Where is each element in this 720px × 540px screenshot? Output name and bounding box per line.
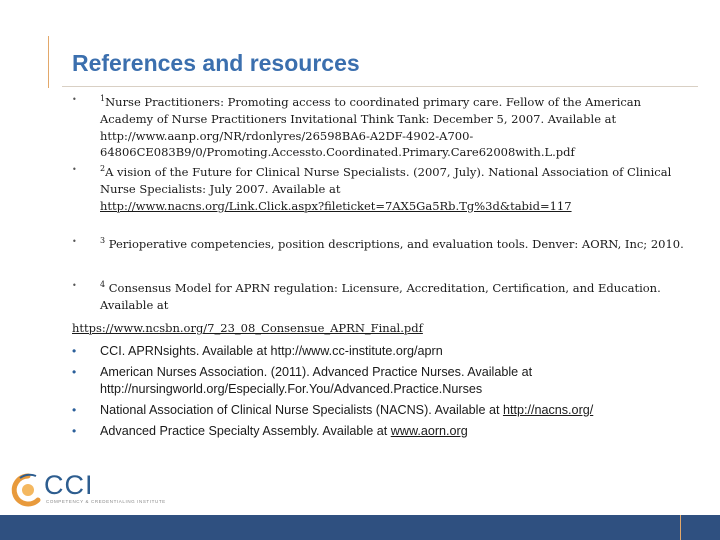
reference-link[interactable]: https://www.ncsbn.org/7_23_08_Consensue_APRN_Final.pdf — [72, 321, 423, 335]
reference-number: 2 — [100, 164, 106, 173]
bullet: • — [72, 95, 77, 104]
accent-vertical-line-top — [48, 36, 49, 88]
logo-tagline: COMPETENCY & CREDENTIALING INSTITUTE — [46, 499, 166, 504]
reference-link[interactable]: http://www.nacns.org/Link.Click.aspx?fileticket=7AX5Ga5Rb.Tg%3d&tabid=117 — [100, 198, 572, 213]
cci-logo-mark-icon — [10, 470, 210, 510]
reference-number: 4 — [100, 280, 106, 289]
page-title: References and resources — [72, 50, 360, 76]
bullet: • — [72, 344, 77, 358]
reference-text: Consensus Model for APRN regulation: Licensure, Accreditation, Certification, and Education. Available at — [100, 281, 661, 312]
reference-text: A vision of the Future for Clinical Nurse Specialists. (2007, July). National Association of Clinical Nurse Specialists: July 2007. Available at — [100, 165, 672, 196]
resource-text: CCI. APRNsights. Available at http://www.cc-institute.org/aprn — [100, 344, 443, 358]
reference-text: Perioperative competencies, position descriptions, and evaluation tools. Denver: AORN, Inc; 2010. — [108, 237, 684, 251]
footer-bar — [0, 515, 720, 540]
reference-number: 1 — [100, 94, 106, 103]
resource-link[interactable]: www.aorn.org — [390, 424, 468, 438]
reference-item-4-link-row — [72, 320, 692, 337]
bullet: • — [72, 237, 77, 246]
accent-vertical-line-bottom — [680, 515, 681, 540]
logo-wordmark: CCI — [44, 470, 94, 500]
bullet: • — [72, 365, 77, 379]
resource-text: American Nurses Association. (2011). Advanced Practice Nurses. Available at http://nursingworld.org/Especially.For.You/Advanced.Practice.Nurses — [100, 365, 533, 396]
reference-number: 3 — [100, 236, 106, 245]
title-divider — [62, 86, 698, 87]
bullet: • — [72, 403, 77, 417]
bullet: • — [72, 424, 77, 438]
bullet: • — [72, 281, 77, 290]
resource-text: Advanced Practice Specialty Assembly. Available at — [100, 424, 391, 438]
bullet: • — [72, 165, 77, 174]
resource-link[interactable]: http://nacns.org/ — [502, 403, 594, 417]
reference-text: Nurse Practitioners: Promoting access to coordinated primary care. Fellow of the American Academy of Nurse Practitioners Invitational Think Tank: December 5, 2007. Available at http://www.aanp.org/NR/rdonlyres/26598BA6-A2DF-4902-A700-64806CE083B9/0/Promoting.Accessto.Coordinated.Primary.Care62008with.L.pdf — [100, 95, 642, 160]
resource-text: National Association of Clinical Nurse Specialists (NACNS). Available at — [100, 403, 503, 417]
